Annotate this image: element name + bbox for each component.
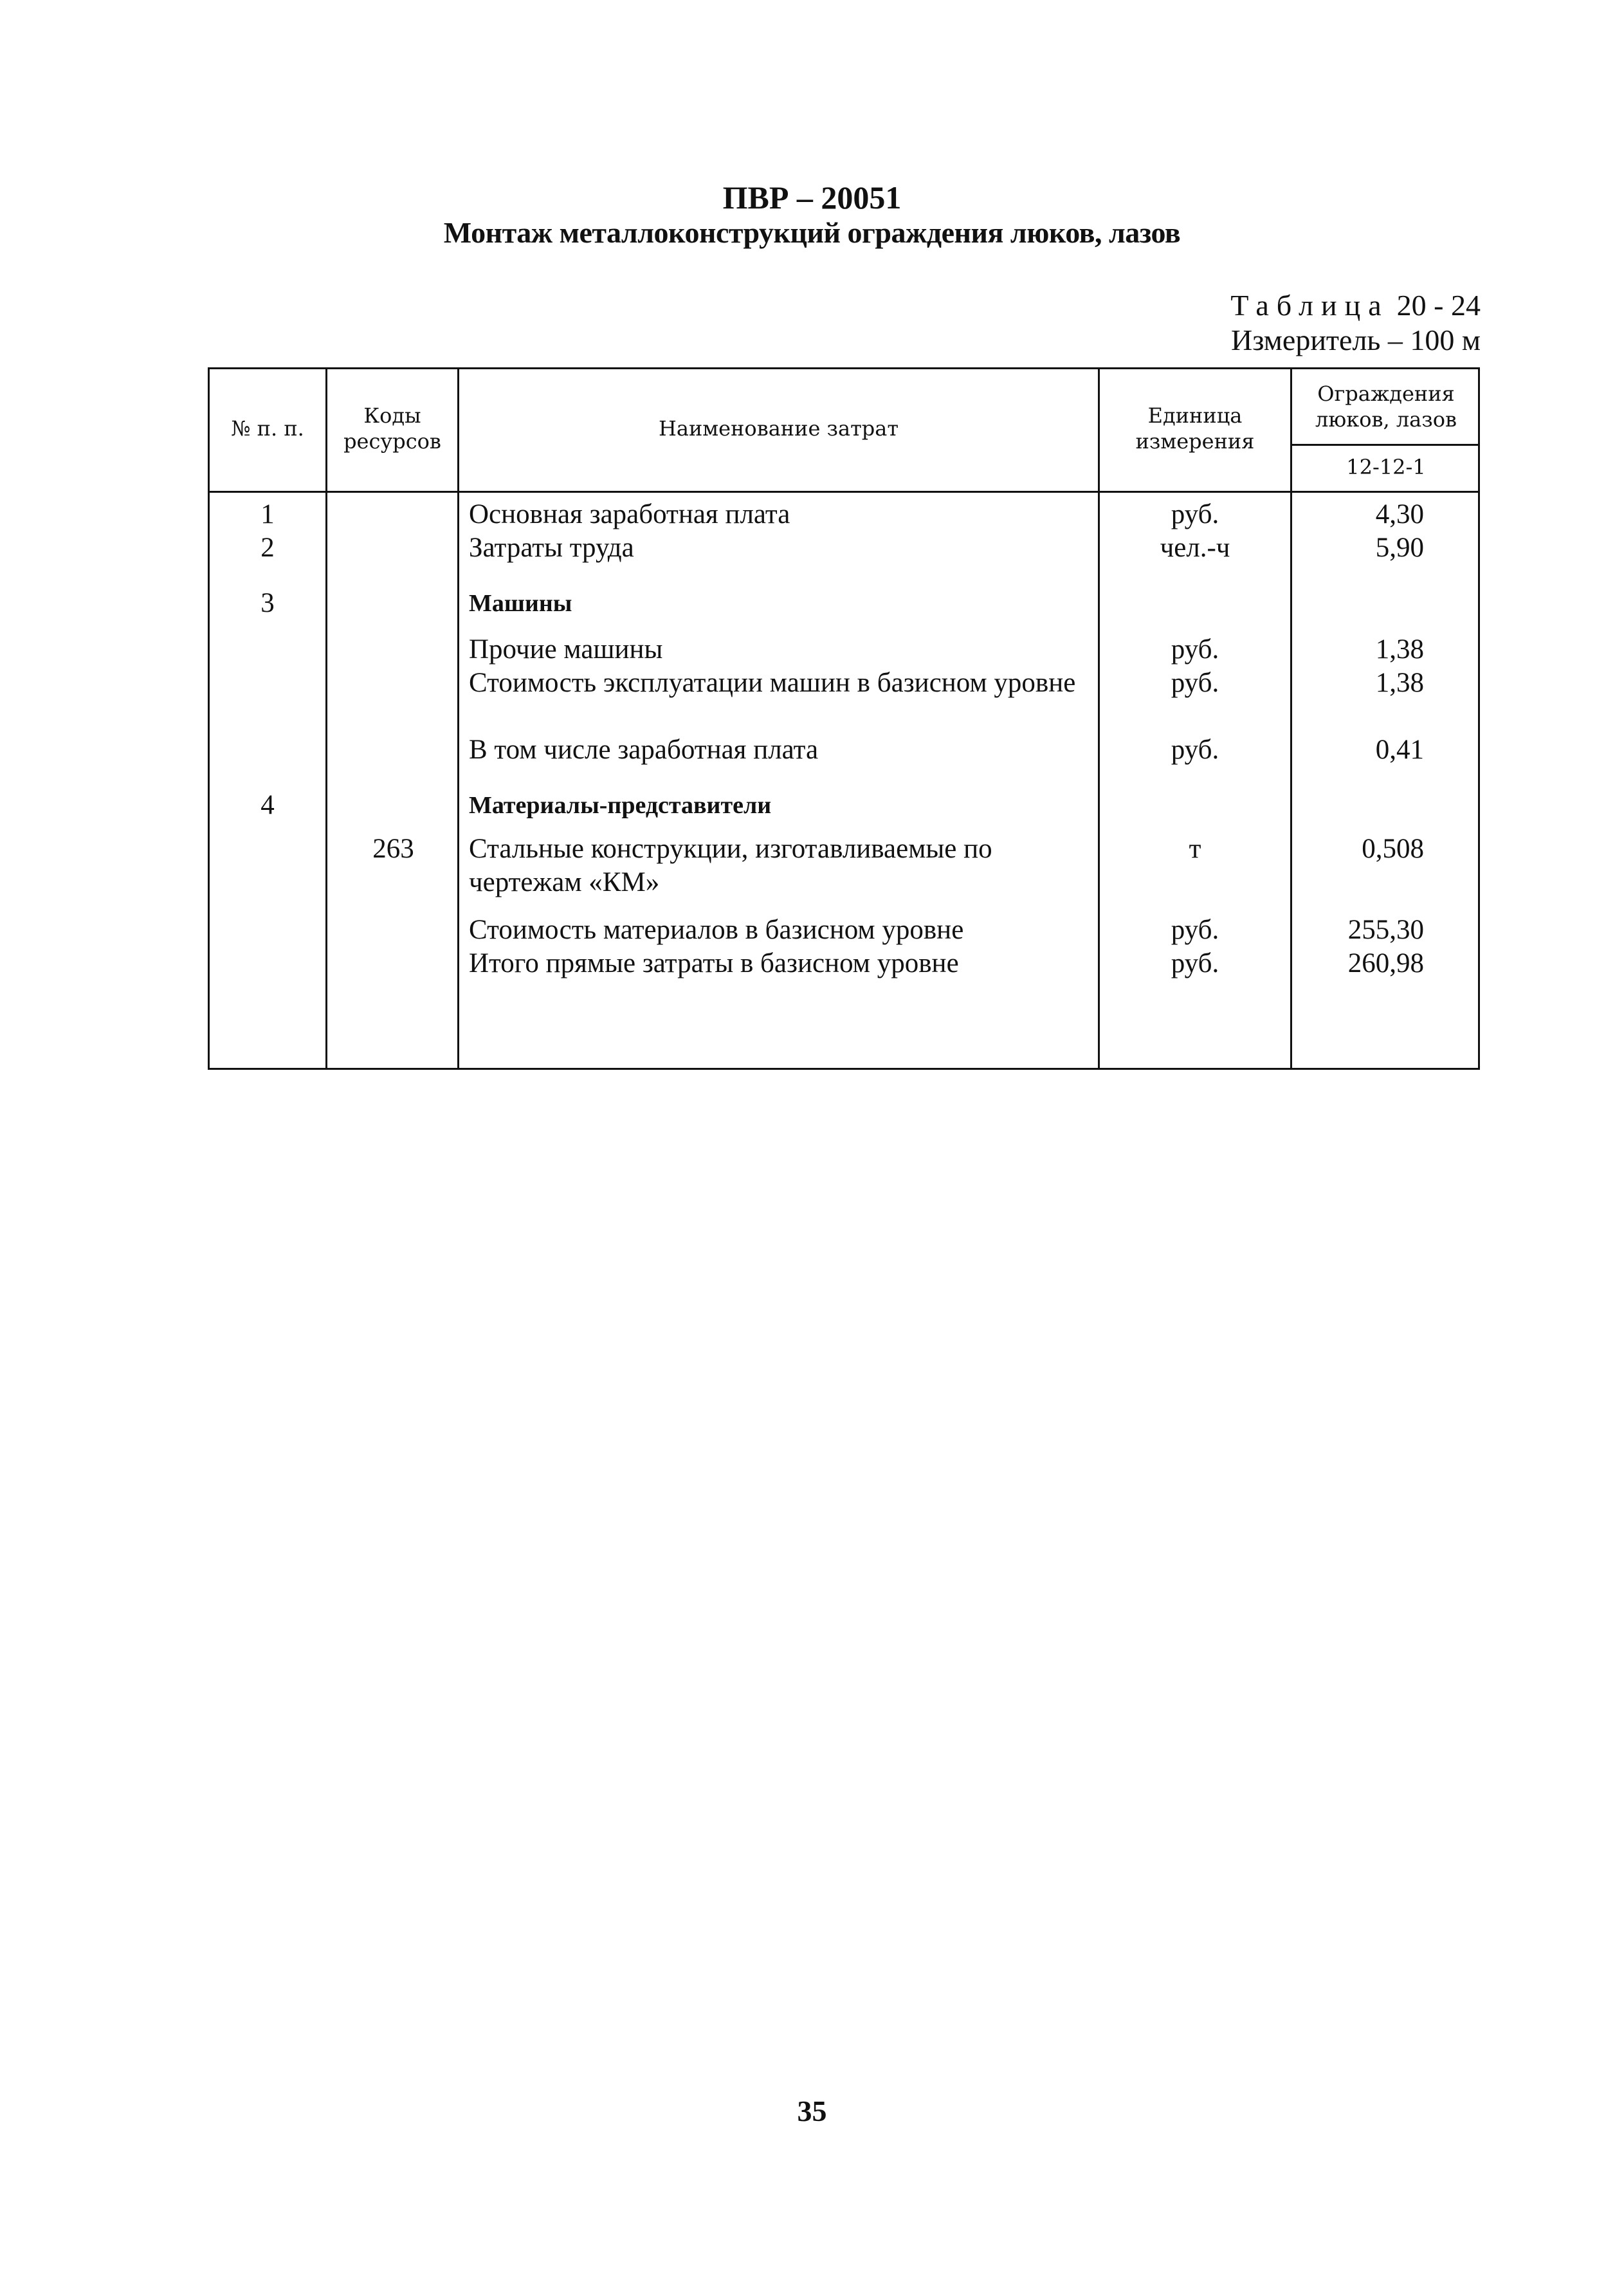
row-unit: руб. [1171, 668, 1219, 698]
row-name: Затраты труда [469, 533, 634, 563]
section-heading: Материалы-представители [469, 792, 772, 819]
row-name: Стоимость материалов в базисном уровне [469, 915, 964, 945]
header-group-line1: Ограждения [1317, 381, 1455, 406]
row-num: 1 [260, 499, 275, 529]
table-caption [1230, 288, 1481, 322]
row-name: Основная заработная плата [469, 499, 790, 529]
row-value: 4,30 [1375, 499, 1424, 529]
document-subtitle: Монтаж металлоконструкций ограждения люков, лазов [443, 216, 1181, 249]
row-unit: руб. [1171, 499, 1219, 529]
column-divider [325, 369, 327, 1068]
row-name: Стоимость эксплуатации машин в базисном уровне [469, 668, 1076, 698]
header-num: № п. п. [231, 416, 304, 441]
row-unit: руб. [1171, 634, 1219, 665]
table-meter: Измеритель – 100 м [1231, 324, 1481, 356]
row-num: 2 [260, 533, 275, 563]
row-value: 5,90 [1375, 533, 1424, 563]
row-name: Стальные конструкции, изготавливаемые по чертежам «КМ» [469, 834, 992, 897]
column-divider [457, 369, 459, 1068]
header-unit-line1: Единица [1147, 403, 1243, 428]
document-code: ПВР – 20051 [722, 179, 902, 216]
row-name: В том числе заработная плата [469, 735, 819, 765]
resource-code: 263 [372, 834, 414, 864]
section-heading: Машины [469, 590, 572, 617]
row-unit: чел.-ч [1160, 533, 1230, 563]
row-unit: руб. [1171, 915, 1219, 945]
row-value: 1,38 [1375, 668, 1424, 698]
table-caption-number: 20 - 24 [1396, 289, 1481, 322]
row-value: 255,30 [1347, 915, 1424, 945]
row-value: 1,38 [1375, 634, 1424, 665]
header-divider [210, 491, 1478, 493]
row-unit: руб. [1171, 948, 1219, 978]
row-unit: т [1189, 834, 1201, 864]
group-divider [1290, 444, 1478, 446]
row-value: 260,98 [1347, 948, 1424, 978]
table-caption-word: Таблица [1230, 289, 1389, 322]
cost-table [208, 367, 1480, 1070]
row-num: 4 [260, 790, 275, 820]
header-codes-line1: Коды [363, 403, 421, 428]
header-group-code: 12-12-1 [1346, 455, 1426, 479]
row-unit: руб. [1171, 735, 1219, 765]
page-number: 35 [797, 2095, 827, 2127]
row-name: Прочие машины [469, 634, 663, 665]
header-group-line2: люков, лазов [1315, 407, 1457, 432]
row-value: 0,508 [1362, 834, 1424, 864]
header-codes-line2: ресурсов [343, 429, 441, 454]
row-num: 3 [260, 588, 275, 618]
header-name: Наименование затрат [658, 416, 899, 441]
row-value: 0,41 [1375, 735, 1424, 765]
header-unit-line2: измерения [1135, 429, 1255, 454]
row-name: Итого прямые затраты в базисном уровне [469, 948, 959, 978]
